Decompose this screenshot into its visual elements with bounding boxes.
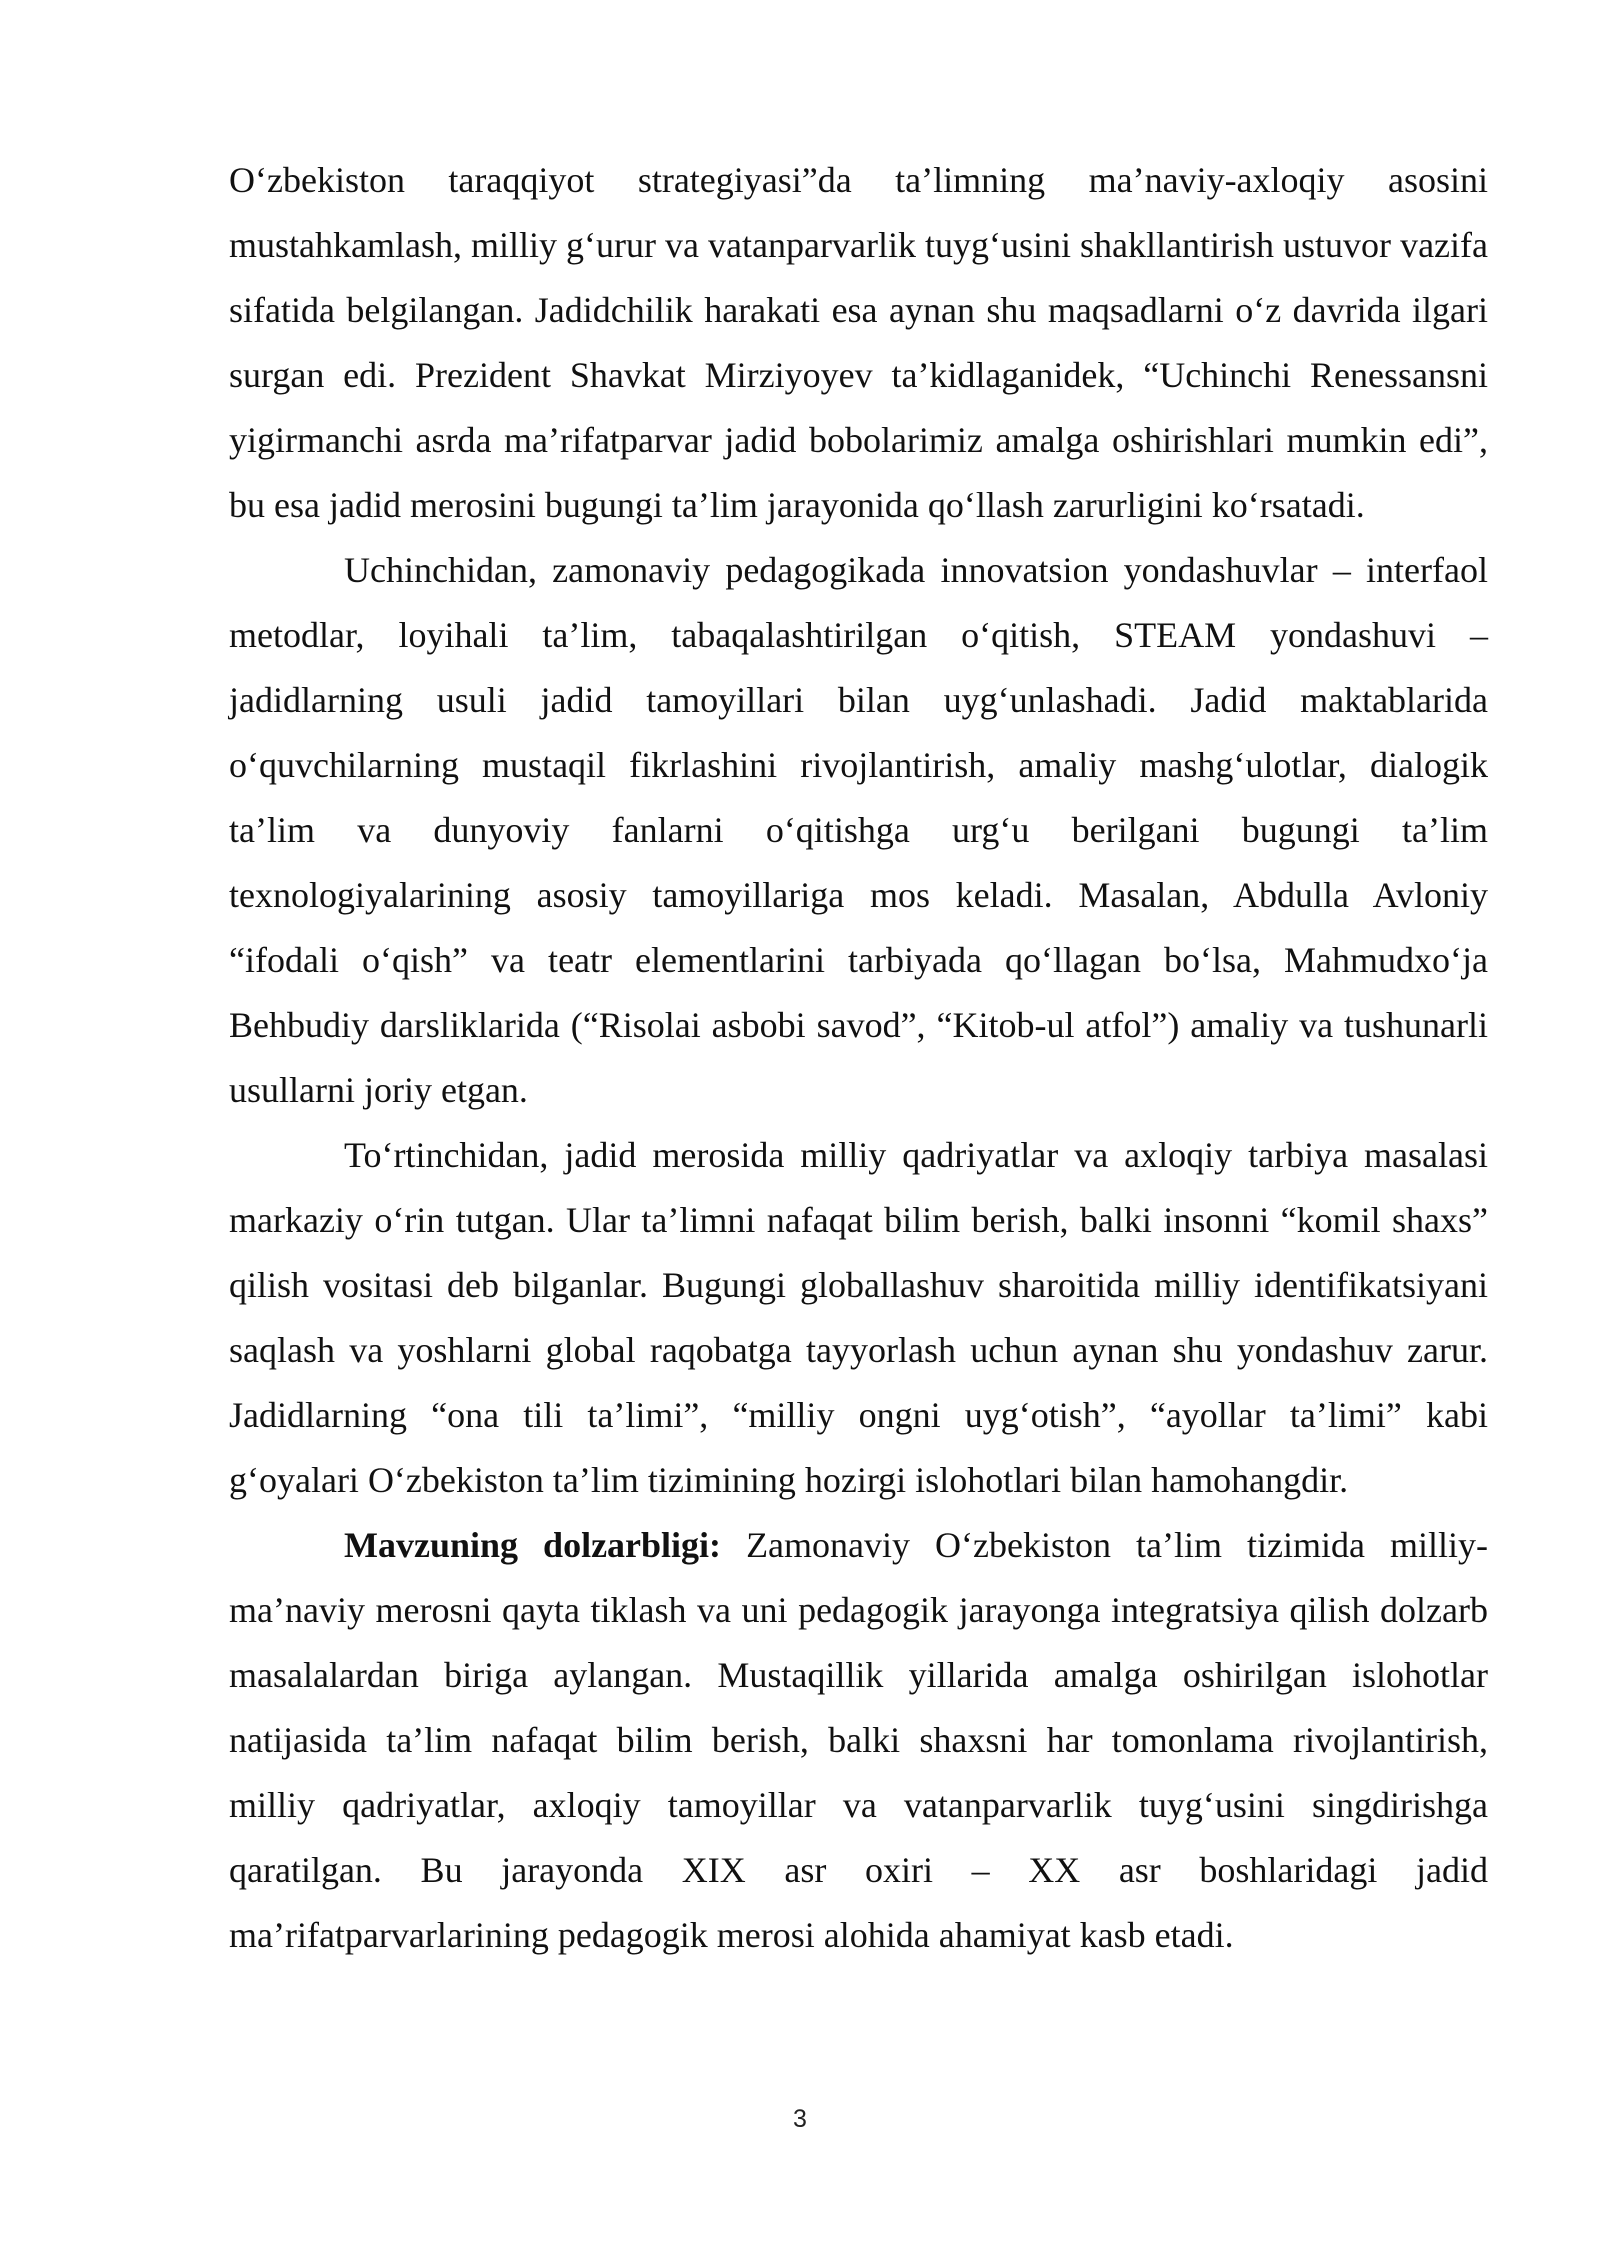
paragraph-3-text: To‘rtinchidan, jadid merosida milliy qadriyatlar va axloqiy tarbiya masalasi markaziy o‘rin tutgan. Ular ta’limni nafaqat bilim berish, balki insonni “komil shaxs” qilish vositasi deb bilganlar. Bugungi globallashuv sharoitida milliy identifikatsiyani saqlash va yoshlarni global raqobatga tayyorlash uchun aynan shu yondashuv zarur. Jadidlarning “ona tili ta’limi”, “milliy ongni uyg‘otish”, “ayollar ta’limi” kabi g‘oyalari O‘zbekiston ta’lim tizimining hozirgi islohotlari bilan hamohangdir. — [229, 1135, 1488, 1500]
paragraph-4-lead-heading: Mavzuning dolzarbligi: — [344, 1525, 722, 1565]
page-number: 3 — [793, 2105, 807, 2133]
paragraph-3 — [229, 1123, 1488, 1513]
paragraph-2 — [229, 538, 1488, 1123]
paragraph-4-text: Zamonaviy O‘zbekiston ta’lim tizimida milliy-ma’naviy merosni qayta tiklash va uni pedagogik jarayonga integratsiya qilish dolzarb masalalardan biriga aylangan. Mustaqillik yillarida amalga oshirilgan islohotlar natijasida ta’lim nafaqat bilim berish, balki shaxsni har tomonlama rivojlantirish, milliy qadriyatlar, axloqiy tamoyillar va vatanparvarlik tuyg‘usini singdirishga qaratilgan. Bu jarayonda XIX asr oxiri – XX asr boshlaridagi jadid ma’rifatparvarlarining pedagogik merosi alohida ahamiyat kasb etadi. — [229, 1525, 1488, 1955]
paragraph-4 — [229, 1513, 1488, 1968]
document-body — [229, 148, 1488, 1968]
paragraph-1 — [229, 148, 1488, 538]
paragraph-2-text: Uchinchidan, zamonaviy pedagogikada innovatsion yondashuvlar – interfaol metodlar, loyihali ta’lim, tabaqalashtirilgan o‘qitish, STEAM yondashuvi – jadidlarning usuli jadid tamoyillari bilan uyg‘unlashadi. Jadid maktablarida o‘quvchilarning mustaqil fikrlashini rivojlantirish, amaliy mashg‘ulotlar, dialogik ta’lim va dunyoviy fanlarni o‘qitishga urg‘u berilgani bugungi ta’lim texnologiyalarining asosiy tamoyillariga mos keladi. Masalan, Abdulla Avloniy “ifodali o‘qish” va teatr elementlarini tarbiyada qo‘llagan bo‘lsa, Mahmudxo‘ja Behbudiy darsliklarida (“Risolai asbobi savod”, “Kitob-ul atfol”) amaliy va tushunarli usullarni joriy etgan. — [229, 550, 1488, 1110]
paragraph-1-text: O‘zbekiston taraqqiyot strategiyasi”da ta’limning ma’naviy-axloqiy asosini mustahkamlash, milliy g‘urur va vatanparvarlik tuyg‘usini shakllantirish ustuvor vazifa sifatida belgilangan. Jadidchilik harakati esa aynan shu maqsadlarni o‘z davrida ilgari surgan edi. Prezident Shavkat Mirziyoyev ta’kidlaganidek, “Uchinchi Renessansni yigirmanchi asrda ma’rifatparvar jadid bobolarimiz amalga oshirishlari mumkin edi”, bu esa jadid merosini bugungi ta’lim jarayonida qo‘llash zarurligini ko‘rsatadi. — [229, 160, 1488, 525]
